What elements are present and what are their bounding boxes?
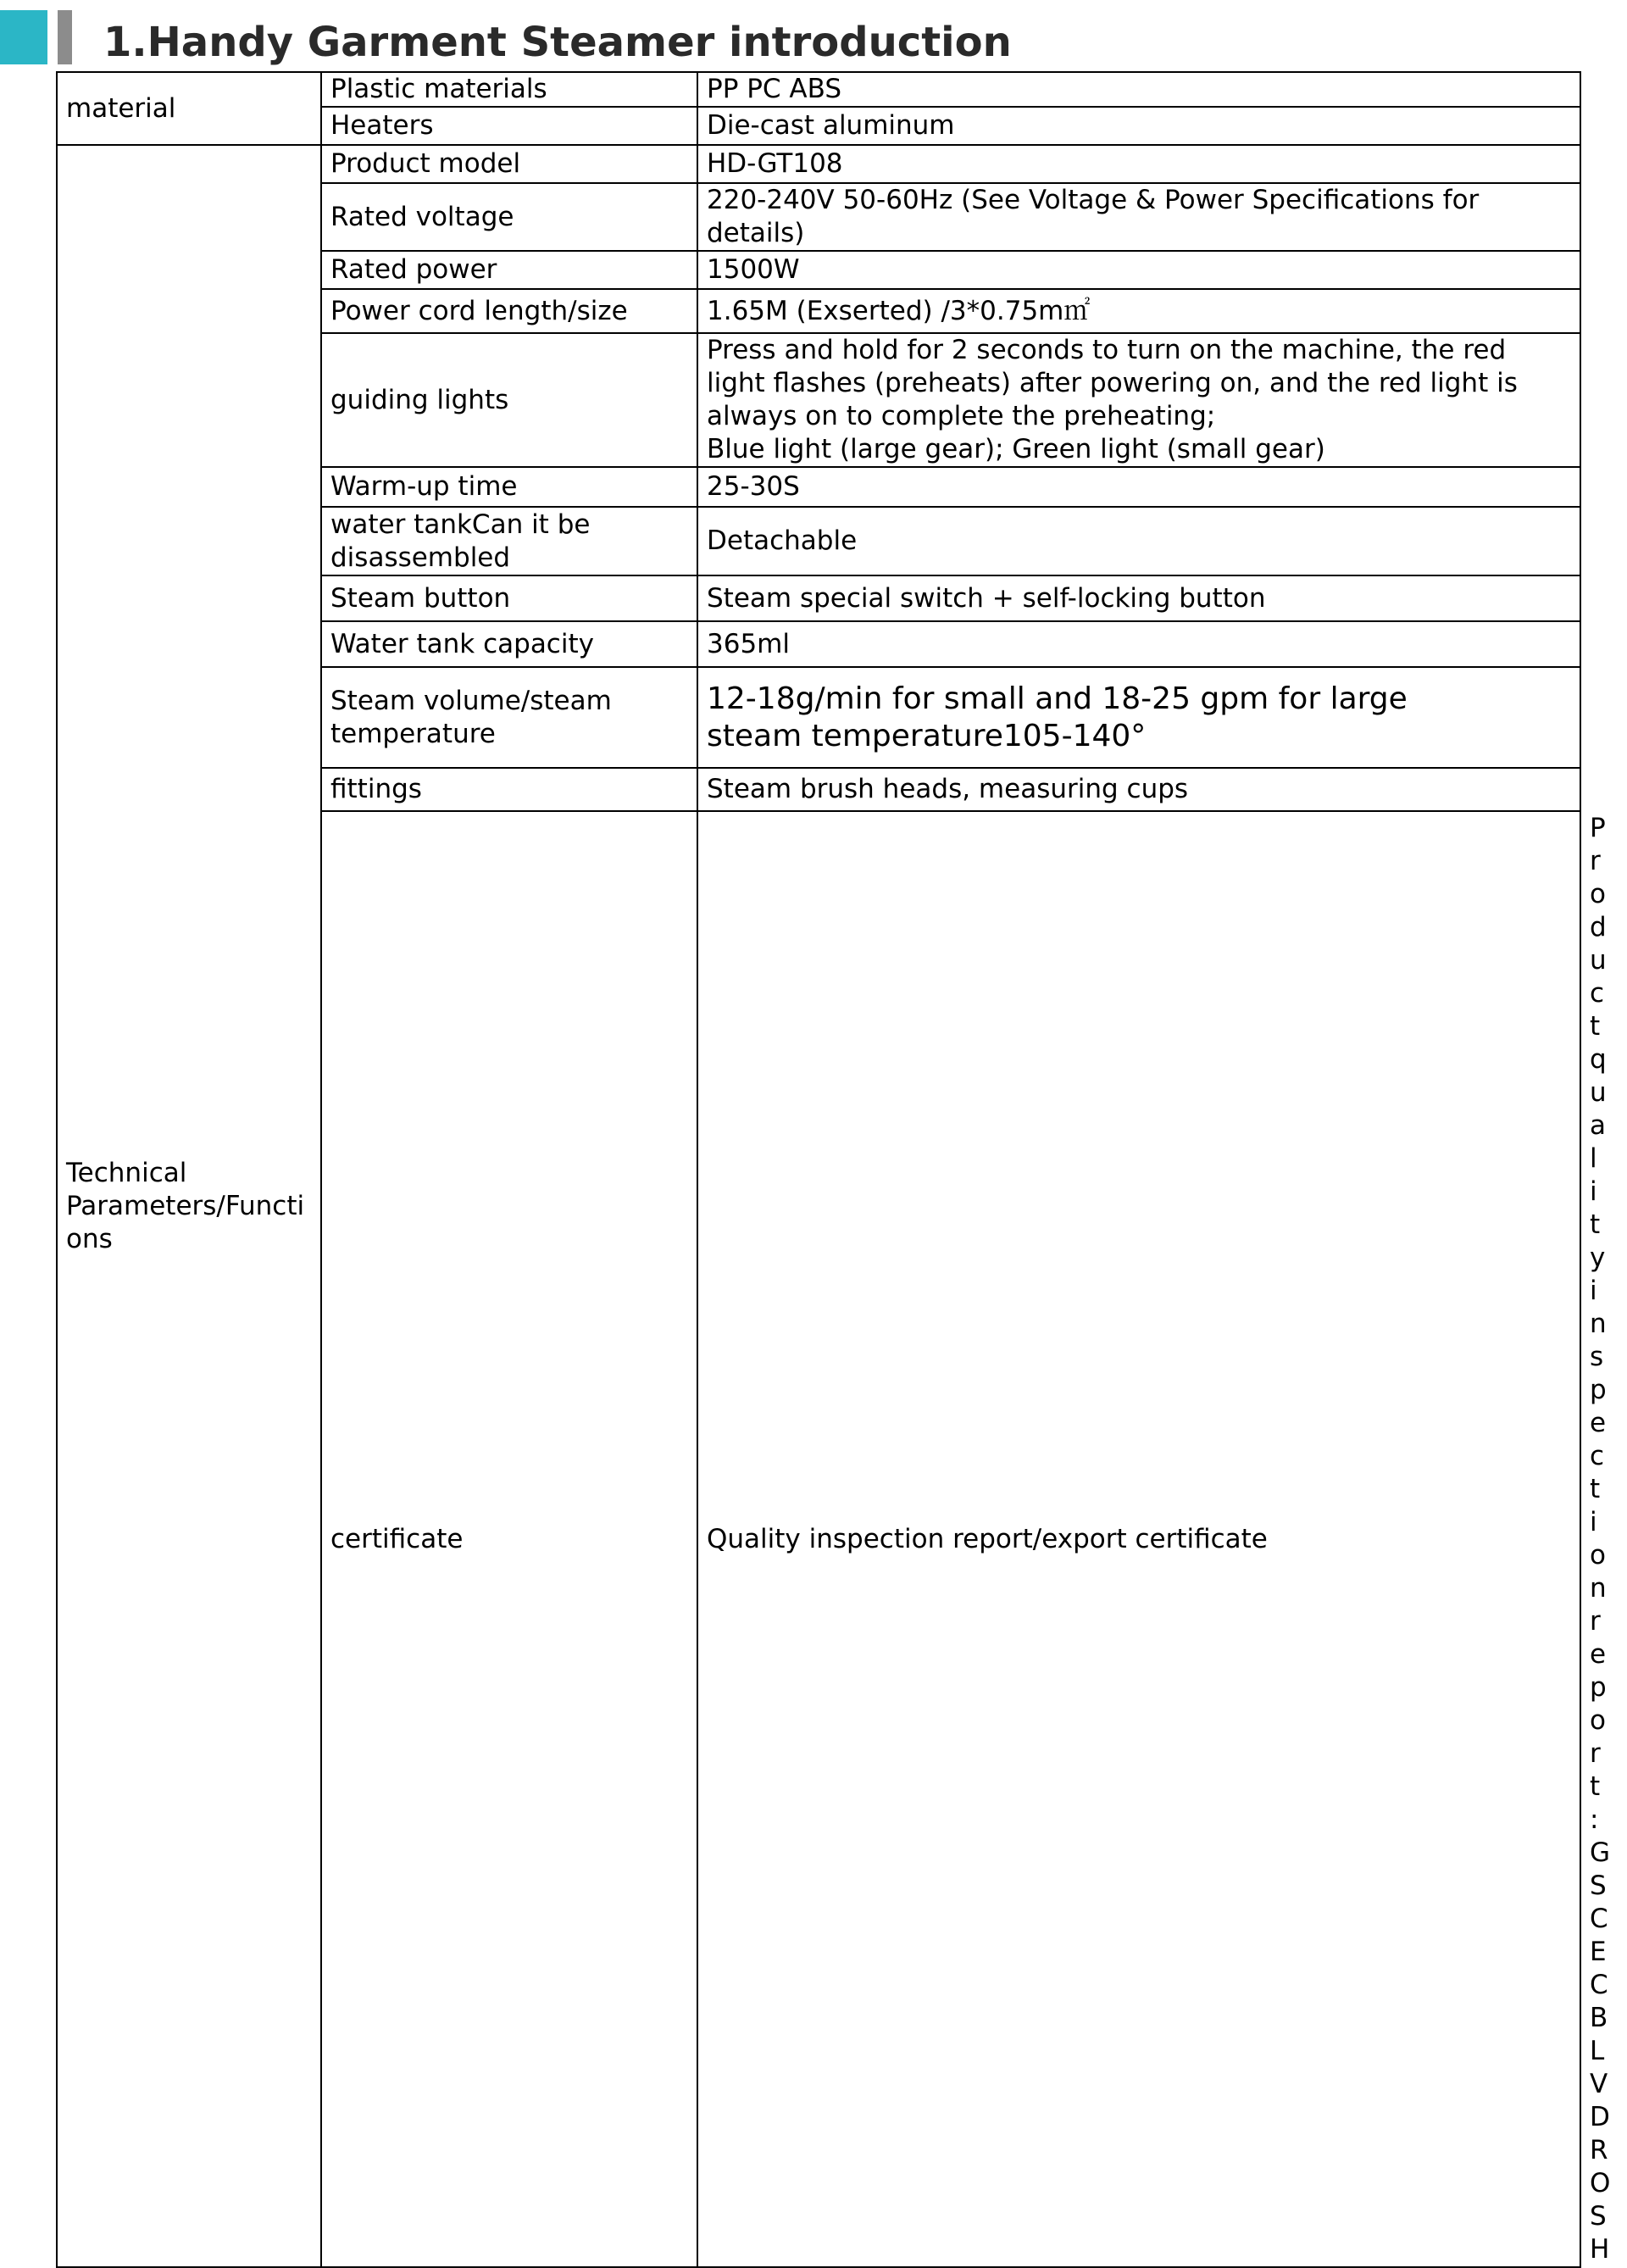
category-cell-technical: Technical Parameters/Functi ons [57,145,321,2267]
title-accent-bar [58,10,72,64]
value-cell: Press and hold for 2 seconds to turn on the machine, the red light flashes (preheats) after powering on, and the red light is always on to complete the preheating; Blue light (large gear); Green light (small gear) [697,333,1580,467]
value-cell: Steam special switch + self-locking button [697,575,1580,621]
spec-table [56,71,1611,2268]
page-title: 1.Handy Garment Steamer introduction [103,19,1012,66]
value-cell: Steam brush heads, measuring cups [697,768,1580,811]
param-cell: water tankCan it be disassembled [321,507,697,575]
value-cell: 1500W [697,251,1580,289]
param-cell: Steam button [321,575,697,621]
value-cell: HD-GT108 [697,145,1580,183]
table-row [57,145,1580,183]
param-cell: guiding lights [321,333,697,467]
value-cell: 12-18g/min for small and 18-25 gpm for large steam temperature105-140° [697,667,1580,768]
param-cell: Heaters [321,107,697,145]
param-cell: Rated voltage [321,183,697,251]
value-cell: 220-240V 50-60Hz (See Voltage & Power Specifications for details) [697,183,1580,251]
title-accent-square [0,10,47,64]
category-cell-certificate: certificate [321,811,697,2267]
param-cell: Water tank capacity [321,621,697,667]
value-cell: Detachable [697,507,1580,575]
value-cell: PP PC ABS [697,72,1580,107]
table-row [57,72,1580,107]
param-cell: Rated power [321,251,697,289]
value-cell: 1.65M (Exserted) /3*0.75m㎡ [697,289,1580,333]
param-cell: Quality inspection report/export certificate [697,811,1580,2267]
param-cell: Power cord length/size [321,289,697,333]
value-cell: Die-cast aluminum [697,107,1580,145]
value-cell: 365ml [697,621,1580,667]
param-cell: Warm-up time [321,467,697,507]
param-cell: fittings [321,768,697,811]
param-cell: Plastic materials [321,72,697,107]
param-cell: Product model [321,145,697,183]
category-cell-material: material [57,72,321,145]
table-row: certificate Quality inspection report/export certificate Product quality inspection report: GS CE CB LVD ROSH [57,811,1580,2267]
value-cell: 25-30S [697,467,1580,507]
param-cell: Steam volume/steam temperature [321,667,697,768]
